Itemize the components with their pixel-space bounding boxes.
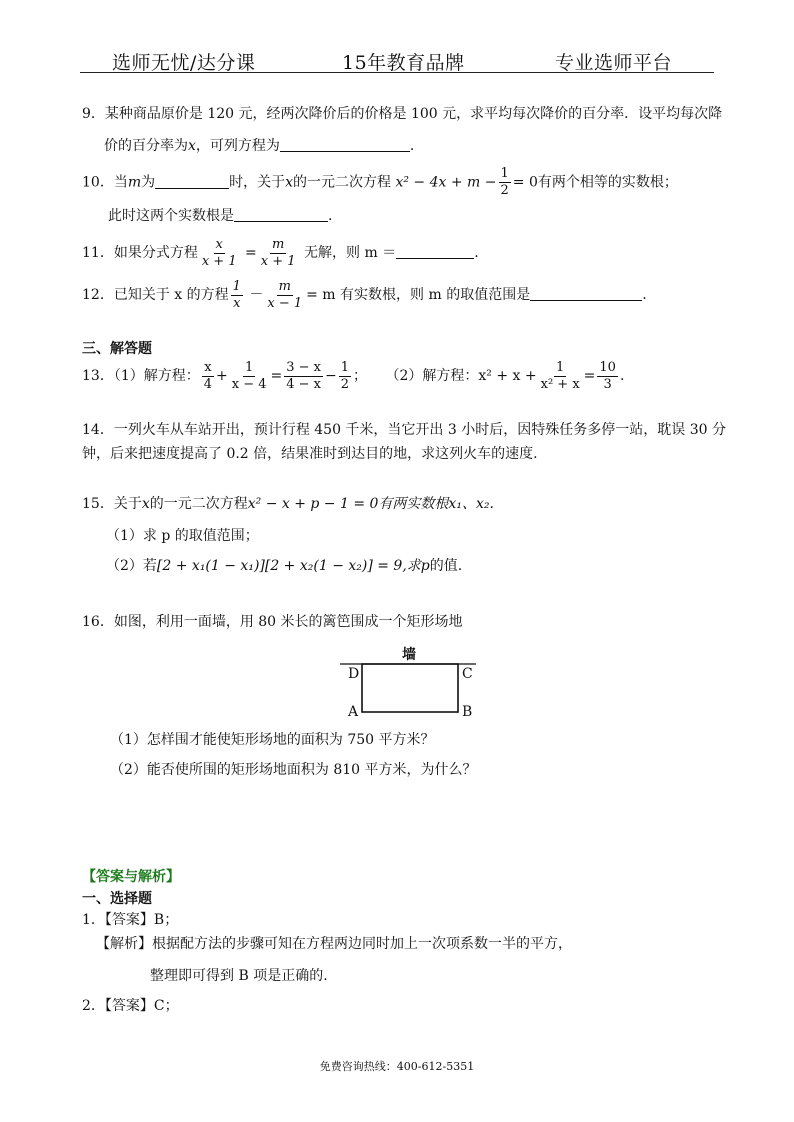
wall-label: 墙 bbox=[402, 647, 416, 663]
answer-blank[interactable] bbox=[530, 286, 642, 301]
answer-1: 1．【答案】B； bbox=[82, 912, 179, 928]
answer-blank[interactable] bbox=[155, 174, 229, 189]
question-9-line-1: 9．某种商品原价是 120 元，经两次降价后的价格是 100 元，求平均每次降价的百分率．设平均每次降 bbox=[82, 106, 723, 122]
rectangle-wall-diagram bbox=[340, 644, 480, 724]
answer-1-explanation-2: 整理即可得到 B 项是正确的. bbox=[150, 968, 328, 984]
answers-heading: 【答案与解析】 bbox=[82, 869, 180, 885]
question-16-line-1: 16．如图，利用一面墙，用 80 米长的篱笆围成一个矩形场地 bbox=[82, 614, 463, 630]
question-10-line-2: 此时这两个实数根是 . bbox=[108, 208, 333, 224]
question-13: 13．（1）解方程： $\frac{x}{4}$ + $\frac{1}{x - 4}$ = $\frac{3 - x}{4 - x}$ − $\frac{1}{2}$ ； （2）解方程：x² + x + $\frac{1}{\text{x² + x}}$ = $\frac{10}{3}$ . bbox=[82, 359, 625, 392]
question-9-line-2: 价的百分率为x，可列方程为 . bbox=[104, 138, 415, 154]
label-B: B bbox=[462, 704, 473, 720]
question-14-line-1: 14．一列火车从车站开出，预计行程 450 千米，当它开出 3 小时后，因特殊任务多停一站，耽误 30 分 bbox=[82, 422, 726, 438]
question-15-line-1: 15．关于x的一元二次方程x² − x + p − 1 = 0有两实数根x₁、x₂. bbox=[82, 496, 494, 512]
page-footer: 免费咨询热线：400-612-5351 bbox=[319, 1060, 475, 1073]
fraction: $\frac{1}{2}$ bbox=[500, 166, 509, 198]
page-header bbox=[80, 44, 714, 73]
fraction: $\frac{1}{x}$ bbox=[232, 278, 241, 311]
fraction: $\frac{m}{x + 1}$ bbox=[260, 236, 296, 269]
answers-section-1: 一、选择题 bbox=[82, 891, 152, 907]
label-C: C bbox=[462, 666, 473, 682]
section-3-title: 三、解答题 bbox=[82, 341, 152, 357]
question-12: 12．已知关于 x 的方程 $\frac{1}{x}$ － $\frac{m}{x - 1}$ = m 有实数根，则 m 的取值范围是 . bbox=[82, 278, 647, 311]
header-left: 选师无忧/达分课 bbox=[112, 52, 256, 74]
answer-blank[interactable] bbox=[396, 244, 474, 259]
label-D: D bbox=[348, 666, 360, 682]
answer-2: 2．【答案】C； bbox=[82, 998, 179, 1014]
fraction: $\frac{x}{x + 1}$ bbox=[201, 236, 237, 269]
rectangle-field bbox=[362, 664, 458, 712]
answer-1-explanation-1: 【解析】根据配方法的步骤可知在方程两边同时加上一次项系数一半的平方， bbox=[96, 936, 572, 952]
question-10-line-1: 10．当m为 时，关于x的一元二次方程 x² − 4x + m − $\frac{1}{2}$ = 0有两个相等的实数根； bbox=[82, 166, 678, 198]
question-14-line-2: 钟，后来把速度提高了 0.2 倍，结果准时到达目的地，求这列火车的速度. bbox=[82, 446, 538, 462]
question-11: 11．如果分式方程 $\frac{x}{x + 1}$ = $\frac{m}{x + 1}$ 无解，则 m ＝ . bbox=[82, 236, 479, 269]
header-right: 专业选师平台 bbox=[555, 52, 673, 74]
question-15-part-1: （1）求 p 的取值范围； bbox=[106, 528, 259, 544]
question-15-part-2: （2）若[2 + x₁(1 − x₁)][2 + x₂(1 − x₂)] = 9,求p的值. bbox=[106, 558, 463, 574]
fraction: $\frac{m}{x - 1}$ bbox=[267, 278, 303, 311]
answer-blank[interactable] bbox=[280, 137, 410, 152]
header-center: 15年教育品牌 bbox=[342, 52, 465, 74]
answer-blank[interactable] bbox=[234, 207, 328, 222]
label-A: A bbox=[348, 704, 359, 720]
question-16-part-1: （1）怎样围才能使矩形场地的面积为 750 平方米？ bbox=[110, 732, 435, 748]
question-16-part-2: （2）能否使所围的矩形场地面积为 810 平方米，为什么？ bbox=[110, 762, 477, 778]
